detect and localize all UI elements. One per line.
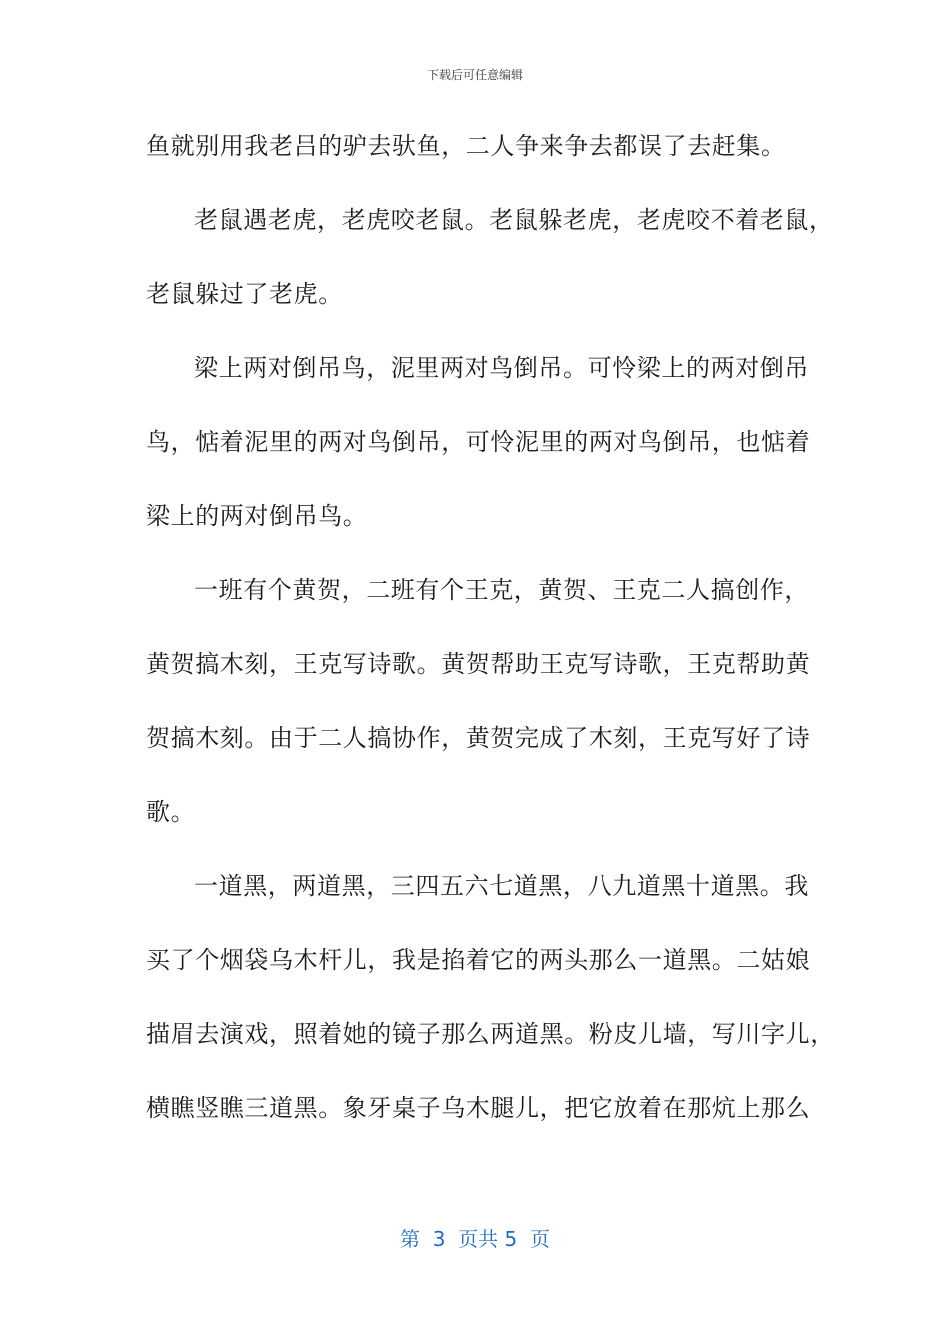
body-line: 买了个烟袋乌木杆儿，我是掐着它的两头那么一道黑。二姑娘 [146,946,811,974]
body-line: 描眉去演戏，照着她的镜子那么两道黑。粉皮儿墙，写川字儿， [146,1020,835,1048]
body-line: 横瞧竖瞧三道黑。象牙桌子乌木腿儿，把它放着在那炕上那么 [146,1094,811,1122]
body-line: 梁上的两对倒吊鸟。 [146,502,368,530]
body-line: 一班有个黄贺，二班有个王克，黄贺、王克二人搞创作， [194,576,809,604]
body-line: 鱼就别用我老吕的驴去驮鱼，二人争来争去都误了去赶集。 [146,132,786,160]
page-header-note: 下载后可任意编辑 [426,68,523,82]
body-line: 梁上两对倒吊鸟，泥里两对鸟倒吊。可怜梁上的两对倒吊 [194,354,809,382]
page-number-footer: 第 3 页共 5 页 [400,1227,550,1251]
body-line: 老鼠躲过了老虎。 [146,280,343,308]
document-body [146,118,835,1154]
body-line: 一道黑，两道黑，三四五六七道黑，八九道黑十道黑。我 [194,872,809,900]
body-line: 贺搞木刻。由于二人搞协作，黄贺完成了木刻，王克写好了诗 [146,724,811,752]
body-line: 黄贺搞木刻，王克写诗歌。黄贺帮助王克写诗歌，王克帮助黄 [146,650,811,678]
body-line: 鸟，惦着泥里的两对鸟倒吊，可怜泥里的两对鸟倒吊，也惦着 [146,428,811,456]
body-line: 歌。 [146,798,196,826]
body-line: 老鼠遇老虎，老虎咬老鼠。老鼠躲老虎，老虎咬不着老鼠， [194,206,834,234]
